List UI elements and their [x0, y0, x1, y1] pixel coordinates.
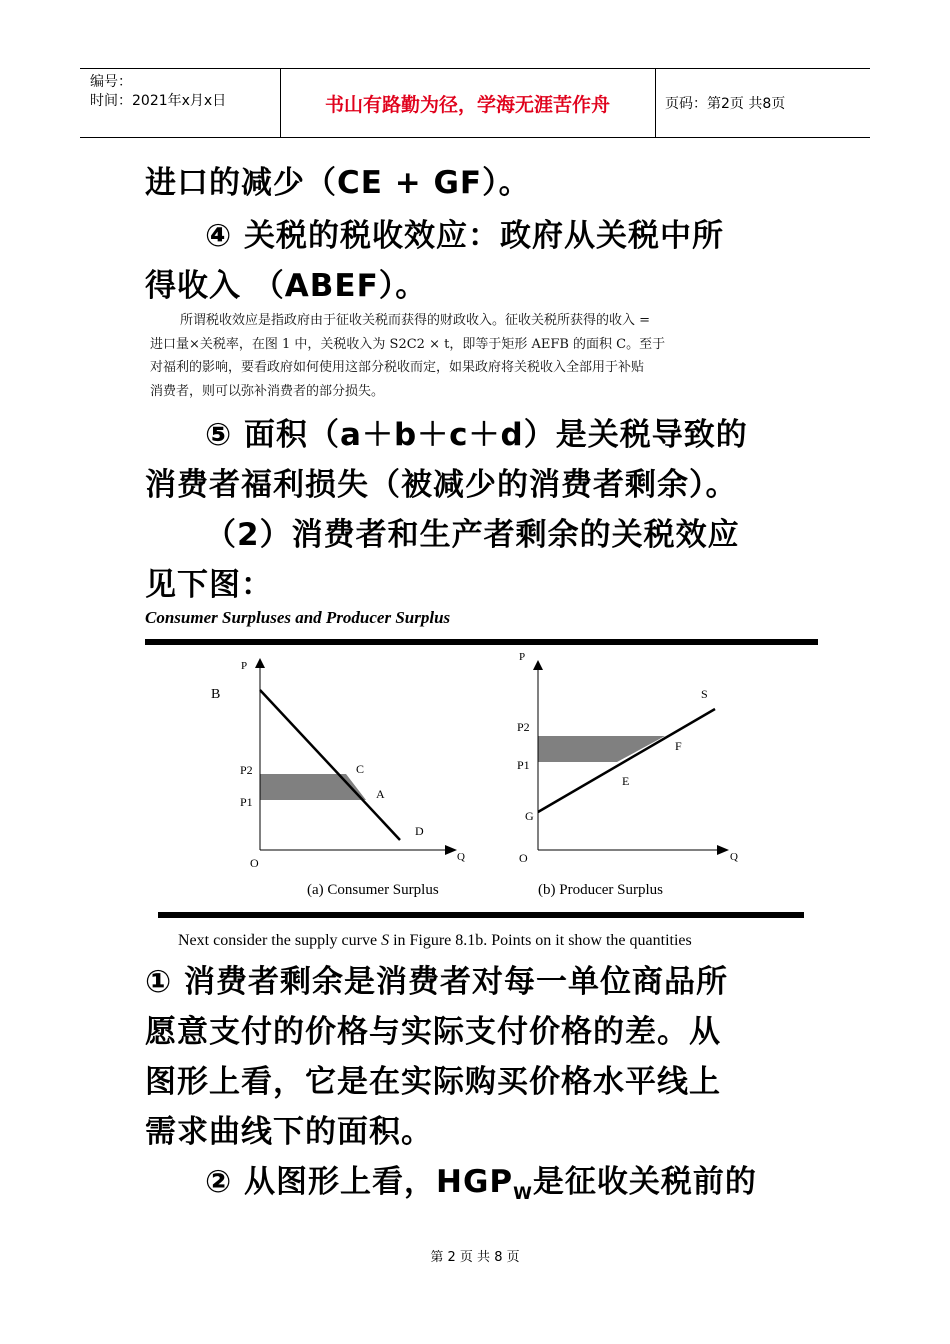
axis-label-q-a: Q — [457, 851, 465, 863]
point-label-f: F — [675, 739, 682, 753]
date-label: 时间：2021年x月x日 — [90, 93, 227, 109]
body-line: 得收入 （ABEF）。 — [145, 268, 428, 304]
figure-title: Consumer Surpluses and Producer Surplus — [145, 608, 451, 627]
header-left — [90, 73, 226, 111]
body-line — [205, 1163, 757, 1213]
point-label-b: B — [211, 687, 221, 702]
header-motto: 书山有路勤为径，学海无涯苦作舟 — [324, 93, 610, 116]
curve-label-s: S — [701, 687, 708, 701]
caption-consumer-surplus: (a) Consumer Surplus — [307, 882, 439, 898]
header-page-label: 页码：第2页 共8页 — [665, 96, 786, 112]
body-line: 消费者福利损失（被减少的消费者剩余）。 — [145, 467, 738, 503]
tick-label-p2-b: P2 — [517, 720, 530, 734]
point-label-c: C — [356, 762, 365, 776]
body-line: 见下图： — [145, 567, 273, 603]
body-line: 愿意支付的价格与实际支付价格的差。从 — [145, 1014, 721, 1050]
page-header — [80, 68, 870, 138]
page-footer: 第 2 页 共 8 页 — [430, 1250, 520, 1265]
caption-producer-surplus: (b) Producer Surplus — [538, 882, 663, 898]
origin-label-b: O — [519, 851, 528, 865]
y-axis-arrow-b — [533, 660, 543, 670]
figure-continuation-text — [178, 932, 692, 950]
continuation-text-start: Next consider the supply curve — [178, 932, 382, 949]
y-axis-arrow-a — [255, 658, 265, 668]
point-label-d: D — [415, 824, 424, 838]
number-label: 编号： — [90, 74, 132, 90]
point-label-a: A — [376, 787, 385, 801]
note-line: 进口量×关税率，在图 1 中，关税收入为 S2C2 × t，即等于矩形 AEFB 的面积 C。至于 — [150, 337, 666, 352]
axis-label-p-a: P — [241, 660, 248, 672]
demand-curve — [260, 690, 400, 840]
continuation-text-end: in Figure 8.1b. Points on it show the quantities — [389, 932, 692, 949]
note-line: 消费者，则可以弥补消费者的部分损失。 — [150, 384, 385, 399]
point-label-e: E — [622, 774, 630, 788]
figure-bottom-rule — [158, 912, 804, 918]
tick-label-p2-a: P2 — [240, 763, 253, 777]
body-line-start: ② 从图形上看，HGP — [205, 1164, 514, 1200]
axis-label-p-b: P — [519, 651, 526, 663]
note-line: 对福利的影响，要看政府如何使用这部分税收而定，如果政府将关税收入全部用于补贴 — [150, 360, 645, 375]
body-line: （2）消费者和生产者剩余的关税效应 — [205, 517, 740, 553]
note-line: 所谓税收效应是指政府由于征收关税而获得的财政收入。征收关税所获得的收入 = — [180, 313, 651, 328]
point-label-g: G — [525, 809, 534, 823]
continuation-text-italic: S — [381, 932, 390, 949]
body-line: ① 消费者剩余是消费者对每一单位商品所 — [145, 964, 729, 1000]
x-axis-arrow-a — [445, 845, 457, 855]
panel-consumer-surplus — [211, 658, 465, 870]
header-divider — [655, 69, 656, 137]
body-line-end: 是征收关税前的 — [532, 1164, 757, 1200]
tick-label-p1-b: P1 — [517, 758, 530, 772]
x-axis-arrow-b — [717, 845, 729, 855]
body-line: 进口的减少（CE + GF）。 — [145, 165, 531, 201]
subscript-w: W — [513, 1184, 533, 1205]
surplus-figure — [145, 640, 818, 915]
body-line: ⑤ 面积（a＋b＋c＋d）是关税导致的 — [205, 417, 748, 453]
axis-label-q-b: Q — [730, 851, 738, 863]
body-line: ④ 关税的税收效应：政府从关税中所 — [205, 218, 725, 254]
body-line: 需求曲线下的面积。 — [145, 1114, 433, 1150]
panel-producer-surplus — [517, 651, 738, 865]
tick-label-p1-a: P1 — [240, 795, 253, 809]
body-line: 图形上看，它是在实际购买价格水平线上 — [145, 1064, 721, 1100]
origin-label-a: O — [250, 856, 259, 870]
